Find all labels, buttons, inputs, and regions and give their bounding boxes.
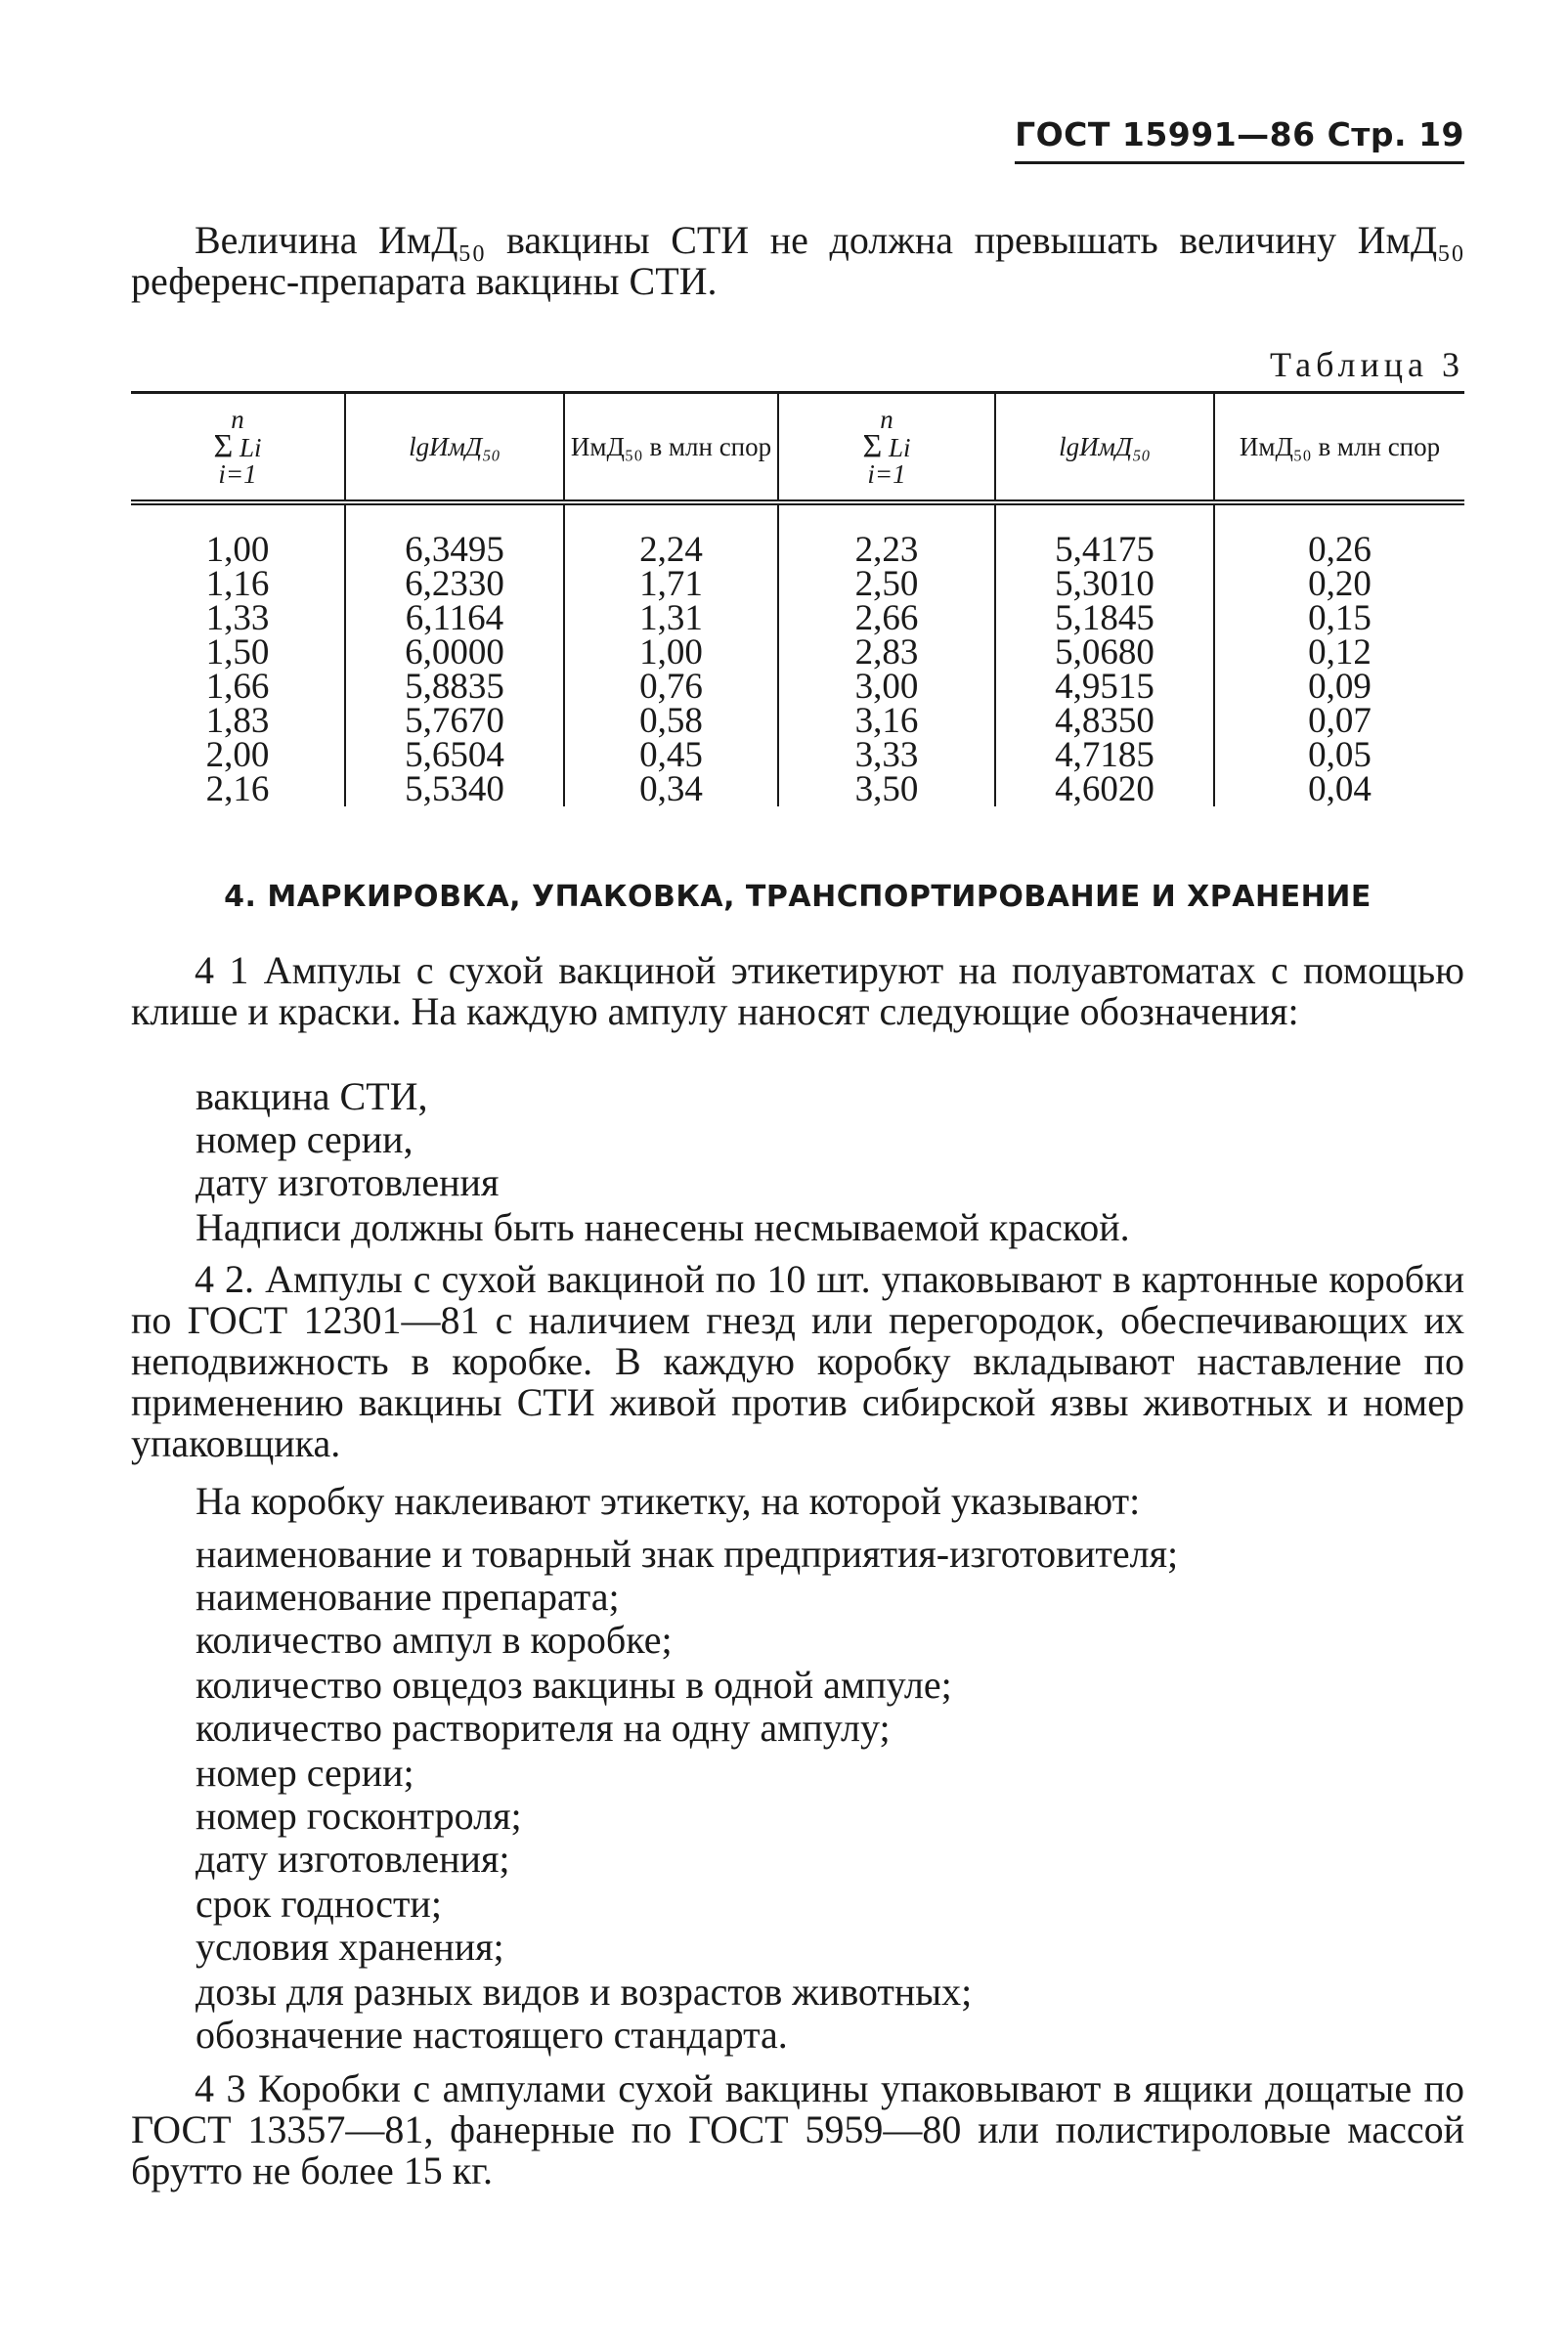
- sigma-symbol: Σ: [213, 427, 234, 464]
- cell-lg: 5,0680: [995, 635, 1214, 670]
- cell-lg: 4,8350: [995, 704, 1214, 738]
- cell-sum: 1,50: [205, 632, 270, 673]
- cell-imd: 0,15: [1214, 601, 1464, 635]
- cell-lg: 5,4175: [995, 502, 1214, 567]
- cell-sum: 2,50: [778, 567, 995, 601]
- cell-sum: 3,50: [778, 772, 995, 806]
- table-row: [131, 635, 1464, 670]
- table-caption: Таблица 3: [1270, 345, 1464, 384]
- cell-imd: 2,24: [564, 502, 778, 567]
- cell-sum: 1,16: [205, 564, 270, 604]
- cell-lg: 5,7670: [345, 704, 564, 738]
- cell-lg: 5,5340: [345, 772, 564, 806]
- sum-lower-limit: i=1: [218, 458, 257, 489]
- cell-sum: 2,16: [205, 769, 270, 809]
- cell-sum: 3,33: [778, 738, 995, 772]
- label-intro: На коробку наклеивают этикетку, на которой указывают:: [196, 1479, 1141, 1523]
- sum-variable: Li: [889, 432, 911, 462]
- sigma-symbol: Σ: [862, 427, 883, 464]
- header-imd-right: ИмД₅₀ в млн спор: [1214, 393, 1464, 503]
- cell-sum: 1,00: [205, 530, 270, 570]
- header-imd-left: ИмД₅₀ в млн спор: [564, 393, 778, 503]
- list-item: условия хранения;: [196, 1925, 504, 1969]
- table-row: [131, 502, 1464, 567]
- sum-lower-limit: i=1: [867, 458, 906, 489]
- list-item: срок годности;: [196, 1882, 442, 1926]
- paragraph-4-3: 4 3 Коробки с ампулами сухой вакцины упаковывают в ящики дощатые по ГОСТ 13357—81, фанерные по ГОСТ 5959—80 или полистироловые массой брутто не более 15 кг.: [131, 2066, 1464, 2192]
- header-sum-left: [131, 393, 345, 503]
- cell-imd: 0,76: [564, 670, 778, 704]
- cell-imd: 0,05: [1214, 738, 1464, 772]
- cell-lg: 5,8835: [345, 670, 564, 704]
- list-item: дозы для разных видов и возрастов животных;: [196, 1970, 973, 2014]
- cell-imd: 0,04: [1214, 772, 1464, 806]
- cell-lg: 4,9515: [995, 670, 1214, 704]
- cell-imd: 0,58: [564, 704, 778, 738]
- cell-lg: 5,3010: [995, 567, 1214, 601]
- cell-lg: 6,1164: [345, 601, 564, 635]
- list-item: номер серии;: [196, 1751, 414, 1795]
- page-header: ГОСТ 15991—86 Стр. 19: [1015, 115, 1464, 164]
- header-lg-left: lgИмД₅₀: [345, 393, 564, 503]
- cell-lg: 5,6504: [345, 738, 564, 772]
- list-item: номер госконтроля;: [196, 1794, 522, 1838]
- cell-sum: 2,23: [778, 502, 995, 567]
- cell-lg: 5,1845: [995, 601, 1214, 635]
- list-item: обозначение настоящего стандарта.: [196, 2013, 788, 2057]
- cell-lg: 6,2330: [345, 567, 564, 601]
- cell-sum: 2,66: [778, 601, 995, 635]
- table-row: [131, 567, 1464, 601]
- paragraph-4-1: 4 1 Ампулы с сухой вакциной этикетируют на полуавтоматах с помощью клише и краски. На каждую ампулу наносят следующие обозначения:: [131, 948, 1464, 1033]
- cell-lg: 6,3495: [345, 502, 564, 567]
- cell-imd: 0,09: [1214, 670, 1464, 704]
- cell-sum: 1,66: [205, 667, 270, 707]
- cell-sum: 2,83: [778, 635, 995, 670]
- list-item: количество овцедоз вакцины в одной ампуле;: [196, 1663, 952, 1707]
- cell-sum: 2,00: [205, 735, 270, 775]
- sum-upper-limit: n: [231, 404, 244, 434]
- table-3: [131, 391, 1464, 809]
- section-title: 4. МАРКИРОВКА, УПАКОВКА, ТРАНСПОРТИРОВАНИЕ И ХРАНЕНИЕ: [224, 880, 1372, 914]
- list-item: номер серии,: [196, 1117, 414, 1161]
- cell-imd: 0,12: [1214, 635, 1464, 670]
- cell-sum: 3,16: [778, 704, 995, 738]
- list-item: количество растворителя на одну ампулу;: [196, 1706, 891, 1750]
- cell-imd: 0,07: [1214, 704, 1464, 738]
- cell-lg: 4,7185: [995, 738, 1214, 772]
- table-row: [131, 738, 1464, 772]
- header-lg-right: lgИмД₅₀: [995, 393, 1214, 503]
- cell-imd: 1,00: [564, 635, 778, 670]
- paragraph-4-1-note: Надписи должны быть нанесены несмываемой краской.: [196, 1205, 1130, 1249]
- cell-imd: 0,26: [1214, 502, 1464, 567]
- cell-imd: 1,31: [564, 601, 778, 635]
- cell-lg: 6,0000: [345, 635, 564, 670]
- cell-sum: 1,33: [205, 598, 270, 638]
- sum-variable: Li: [240, 432, 262, 462]
- cell-lg: 4,6020: [995, 772, 1214, 806]
- cell-imd: 0,34: [564, 772, 778, 806]
- intro-paragraph: Величина ИмД₅₀ вакцины СТИ не должна превышать величину ИмД₅₀ референс-препарата вакцины СТИ.: [131, 218, 1464, 303]
- cell-imd: 0,45: [564, 738, 778, 772]
- table-row: [131, 601, 1464, 635]
- table-header-row: [131, 393, 1464, 503]
- list-item: количество ампул в коробке;: [196, 1618, 673, 1662]
- paragraph-4-2: 4 2. Ампулы с сухой вакциной по 10 шт. упаковывают в картонные коробки по ГОСТ 12301—81 с наличием гнезд или перегородок, обеспечивающих их неподвижность в коробке. В каждую коробку вкладывают наставление по применению вакцины СТИ живой против сибирской язвы животных и номер упаковщика.: [131, 1257, 1464, 1465]
- cell-imd: 1,71: [564, 567, 778, 601]
- header-sum-right: [778, 393, 995, 503]
- cell-sum: 3,00: [778, 670, 995, 704]
- cell-sum: 1,83: [205, 701, 270, 741]
- list-item: вакцина СТИ,: [196, 1074, 428, 1118]
- list-item: дату изготовления;: [196, 1837, 510, 1881]
- table-row: [131, 772, 1464, 806]
- cell-imd: 0,20: [1214, 567, 1464, 601]
- list-item: наименование и товарный знак предприятия-изготовителя;: [196, 1532, 1179, 1576]
- list-item: дату изготовления: [196, 1160, 500, 1204]
- sum-upper-limit: n: [880, 404, 893, 434]
- table-row: [131, 670, 1464, 704]
- table-row: [131, 704, 1464, 738]
- list-item: наименование препарата;: [196, 1575, 620, 1619]
